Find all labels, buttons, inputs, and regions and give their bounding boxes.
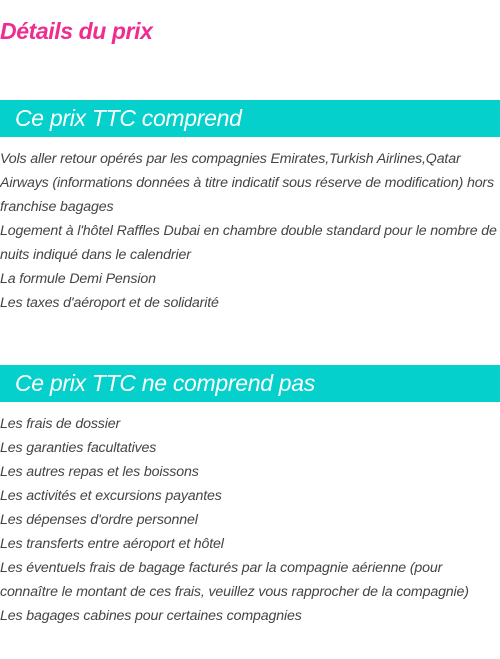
excluded-item-3: Les autres repas et les boissons [0, 464, 199, 480]
excluded-item-1: Les frais de dossier [0, 416, 121, 432]
included-item-2: Logement à l'hôtel Raffles Dubai en chambre double standard pour le nombre de nuits indiqué dans le calendrier [0, 223, 497, 263]
excluded-item-4: Les activités et excursions payantes [0, 488, 222, 504]
excluded-item-8: Les bagages cabines pour certaines compagnies [0, 608, 302, 624]
excluded-item-6: Les transferts entre aéroport et hôtel [0, 536, 224, 552]
included-item-4: Les taxes d'aéroport et de solidarité [0, 295, 219, 311]
included-item-3: La formule Demi Pension [0, 271, 156, 287]
excluded-item-5: Les dépenses d'ordre personnel [0, 512, 198, 528]
page-title: Détails du prix [0, 18, 153, 44]
excluded-item-7: Les éventuels frais de bagage facturés par la compagnie aérienne (pour connaître le montant de ces frais, veuillez vous rapprocher de la compagnie) [0, 560, 469, 600]
excluded-heading: Ce prix TTC ne comprend pas [0, 365, 500, 402]
included-list [0, 147, 500, 315]
included-heading: Ce prix TTC comprend [0, 100, 500, 137]
excluded-item-2: Les garanties facultatives [0, 440, 157, 456]
included-item-1: Vols aller retour opérés par les compagnies Emirates,Turkish Airlines,Qatar Airways (informations données à titre indicatif sous réserve de modification) hors franchise bagages [0, 151, 494, 215]
excluded-list [0, 412, 500, 628]
